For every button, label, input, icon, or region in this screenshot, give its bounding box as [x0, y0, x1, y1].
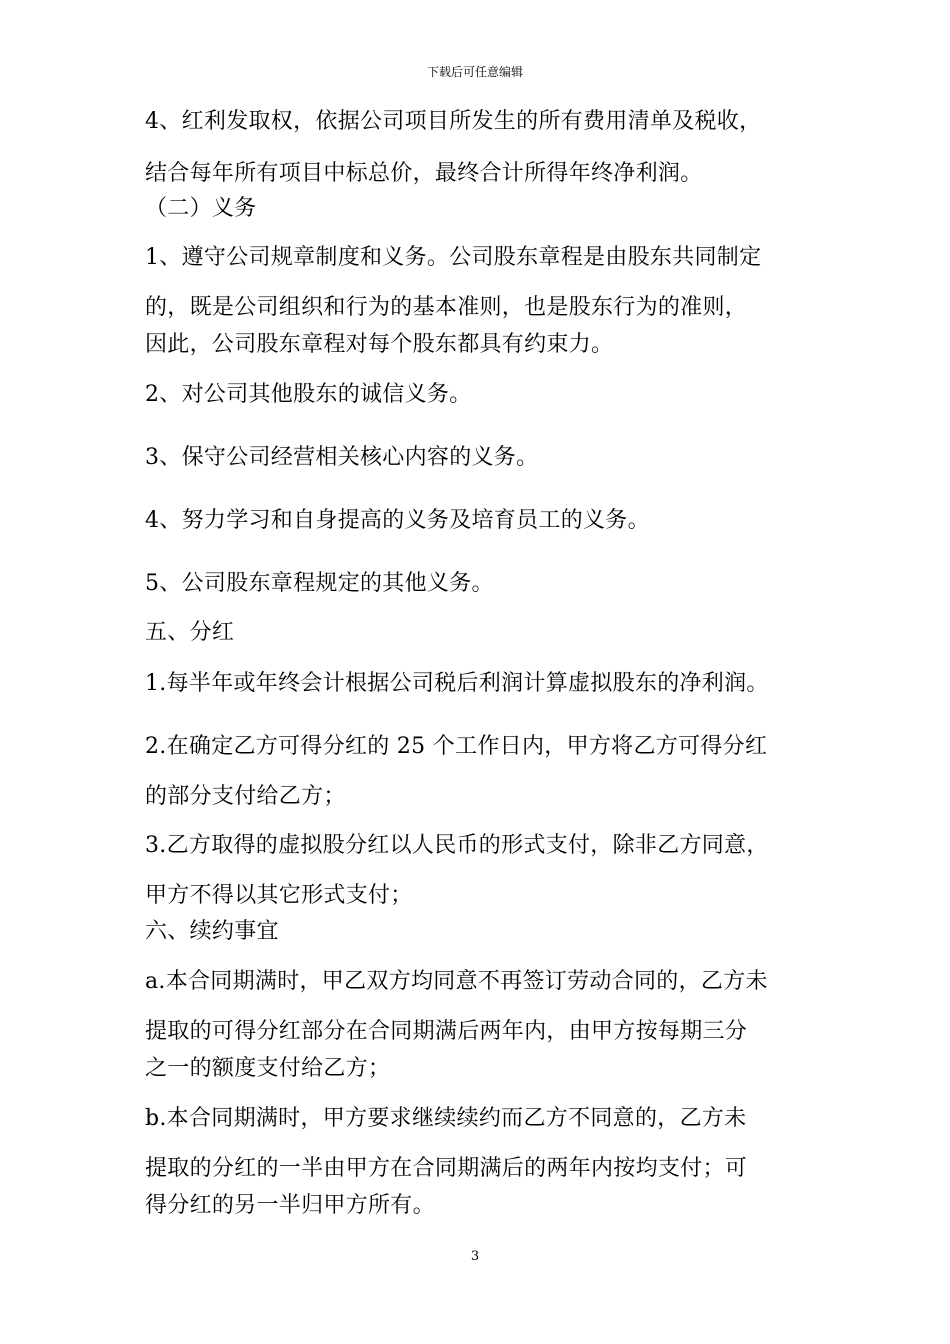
section-heading: 五、分红 [145, 620, 235, 645]
text-line: 3.乙方取得的虚拟股分红以人民币的形式支付，除非乙方同意， [145, 833, 769, 858]
text-line: 1、遵守公司规章制度和义务。公司股东章程是由股东共同制定 [145, 245, 762, 270]
text-line: 得分红的另一半归甲方所有。 [145, 1193, 435, 1218]
text-line: 1.每半年或年终会计根据公司税后利润计算虚拟股东的净利润。 [145, 671, 769, 696]
text-line: 的部分支付给乙方； [145, 784, 346, 809]
text-line: 结合每年所有项目中标总价，最终合计所得年终净利润。 [145, 161, 703, 186]
text-line: 之一的额度支付给乙方； [145, 1056, 391, 1081]
text-line: 甲方不得以其它形式支付； [145, 883, 413, 908]
text-line: 2.在确定乙方可得分红的 25 个工作日内，甲方将乙方可得分红 [145, 734, 768, 759]
text-line: 4、努力学习和自身提高的义务及培育员工的义务。 [145, 508, 650, 533]
text-line: 3、保守公司经营相关核心内容的义务。 [145, 445, 539, 470]
section-heading: （二）义务 [145, 196, 257, 221]
text-line: 5、公司股东章程规定的其他义务。 [145, 571, 494, 596]
text-line: 4、红利发取权，依据公司项目所发生的所有费用清单及税收， [145, 109, 762, 134]
text-line: 的，既是公司组织和行为的基本准则，也是股东行为的准则， [145, 295, 748, 320]
text-line: 2、对公司其他股东的诚信义务。 [145, 382, 472, 407]
text-line: b.本合同期满时，甲方要求继续续约而乙方不同意的，乙方未 [145, 1106, 747, 1131]
text-line: 因此，公司股东章程对每个股东都具有约束力。 [145, 332, 614, 357]
text-line: a.本合同期满时，甲乙双方均同意不再签订劳动合同的，乙方未 [145, 969, 768, 994]
section-heading: 六、续约事宜 [145, 919, 279, 944]
page-number: 3 [470, 1249, 480, 1264]
text-line: 提取的可得分红部分在合同期满后两年内，由甲方按每期三分 [145, 1019, 748, 1044]
header-note: 下载后可任意编辑 [426, 65, 523, 79]
text-line: 提取的分红的一半由甲方在合同期满后的两年内按均支付；可 [145, 1156, 748, 1181]
